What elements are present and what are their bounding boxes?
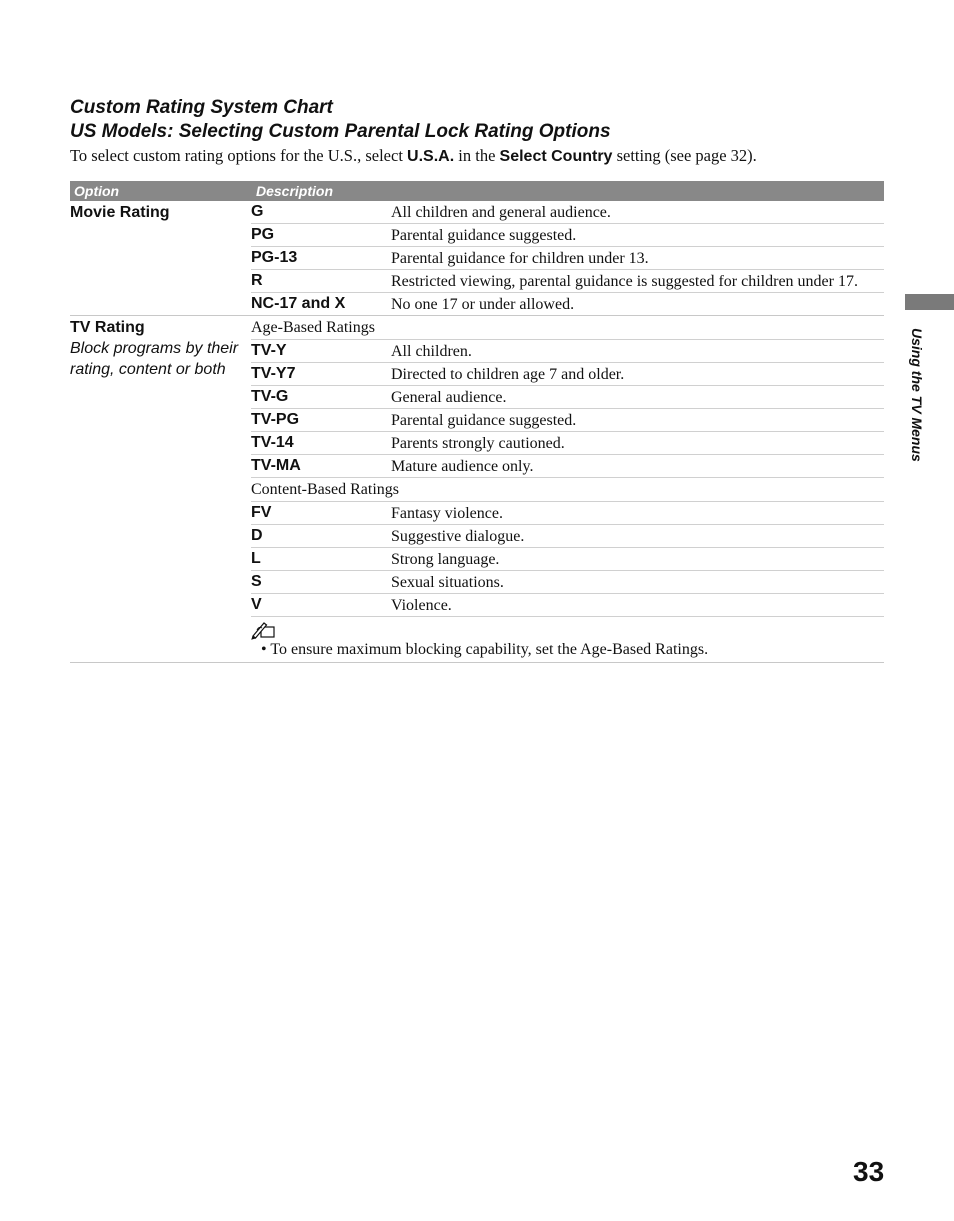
- table-row: [251, 362, 884, 385]
- table-row: [251, 201, 884, 223]
- intro-text-3: setting (see page 32).: [612, 146, 757, 165]
- intro-text-2: in the: [454, 146, 500, 165]
- table-row: [251, 385, 884, 408]
- side-tab-marker: [905, 294, 954, 310]
- note-text: • To ensure maximum blocking capability, set the Age-Based Ratings.: [261, 641, 709, 658]
- table-row: [251, 547, 884, 570]
- rating-code: TV-Y: [251, 342, 287, 359]
- rating-code: FV: [251, 504, 272, 521]
- rating-code: TV-G: [251, 388, 289, 405]
- intro-text-1: To select custom rating options for the U.S., select: [70, 146, 408, 165]
- tv-rating-rows: [251, 316, 884, 662]
- rating-code: NC-17 and X: [251, 295, 346, 312]
- option-name-tv: TV Rating: [70, 319, 145, 336]
- tv-rating-group: [70, 316, 884, 663]
- header-option: Option: [74, 183, 120, 199]
- table-row: [251, 223, 884, 246]
- table-row: [251, 246, 884, 269]
- table-row: [251, 339, 884, 362]
- table-row: [251, 292, 884, 315]
- rating-code: S: [251, 573, 262, 590]
- table-row: [251, 524, 884, 547]
- country-option: U.S.A.: [407, 148, 455, 165]
- rating-description: Sexual situations.: [391, 574, 504, 591]
- rating-code: PG: [251, 226, 275, 243]
- side-section-label: Using the TV Menus: [909, 328, 925, 462]
- rating-code: TV-14: [251, 434, 294, 451]
- rating-description: Suggestive dialogue.: [391, 528, 525, 545]
- option-cell: [70, 201, 251, 315]
- table-row: [251, 593, 884, 616]
- movie-rating-group: [70, 201, 884, 316]
- rating-description: All children.: [391, 343, 472, 360]
- option-name-movie: Movie Rating: [70, 204, 170, 221]
- rating-code: L: [251, 550, 261, 567]
- rating-code: TV-MA: [251, 457, 301, 474]
- header-description: Description: [256, 183, 334, 199]
- chart-title: Custom Rating System Chart: [70, 97, 333, 118]
- rating-description: Fantasy violence.: [391, 505, 503, 522]
- rating-description: Parental guidance suggested.: [391, 227, 577, 244]
- note-block: [251, 616, 884, 662]
- rating-description: Directed to children age 7 and older.: [391, 366, 625, 383]
- option-description-tv: Block programs by their rating, content or both: [70, 340, 239, 378]
- rating-description: General audience.: [391, 389, 507, 406]
- table-row: [251, 570, 884, 593]
- table-header: [70, 181, 884, 201]
- rating-description: Strong language.: [391, 551, 500, 568]
- rating-code: TV-Y7: [251, 365, 296, 382]
- age-based-heading: Age-Based Ratings: [251, 319, 375, 336]
- page-number: 33: [853, 1156, 885, 1187]
- rating-description: Parental guidance for children under 13.: [391, 250, 649, 267]
- option-cell: [70, 316, 251, 662]
- table-row: [251, 431, 884, 454]
- setting-name: Select Country: [499, 148, 613, 165]
- table-row: [251, 269, 884, 292]
- content-based-heading: Content-Based Ratings: [251, 477, 884, 501]
- rating-description: Parents strongly cautioned.: [391, 435, 565, 452]
- rating-description: Mature audience only.: [391, 458, 534, 475]
- intro-paragraph: [70, 145, 890, 168]
- rating-table: [70, 181, 884, 663]
- rating-code: TV-PG: [251, 411, 300, 428]
- rating-code: R: [251, 272, 263, 289]
- rating-description: Violence.: [391, 597, 452, 614]
- table-row: [251, 501, 884, 524]
- table-row: [251, 408, 884, 431]
- rating-code: D: [251, 527, 263, 544]
- section-subtitle: US Models: Selecting Custom Parental Lock Rating Options: [70, 121, 611, 142]
- rating-description: All children and general audience.: [391, 204, 611, 221]
- rating-code: PG-13: [251, 249, 298, 266]
- rating-code: G: [251, 203, 264, 220]
- rating-description: No one 17 or under allowed.: [391, 296, 575, 313]
- rating-description: Parental guidance suggested.: [391, 412, 577, 429]
- rating-code: V: [251, 596, 262, 613]
- note-pencil-icon: [251, 620, 277, 640]
- rating-description: Restricted viewing, parental guidance is suggested for children under 17.: [391, 273, 858, 290]
- table-row: [251, 454, 884, 477]
- movie-rating-rows: [251, 201, 884, 315]
